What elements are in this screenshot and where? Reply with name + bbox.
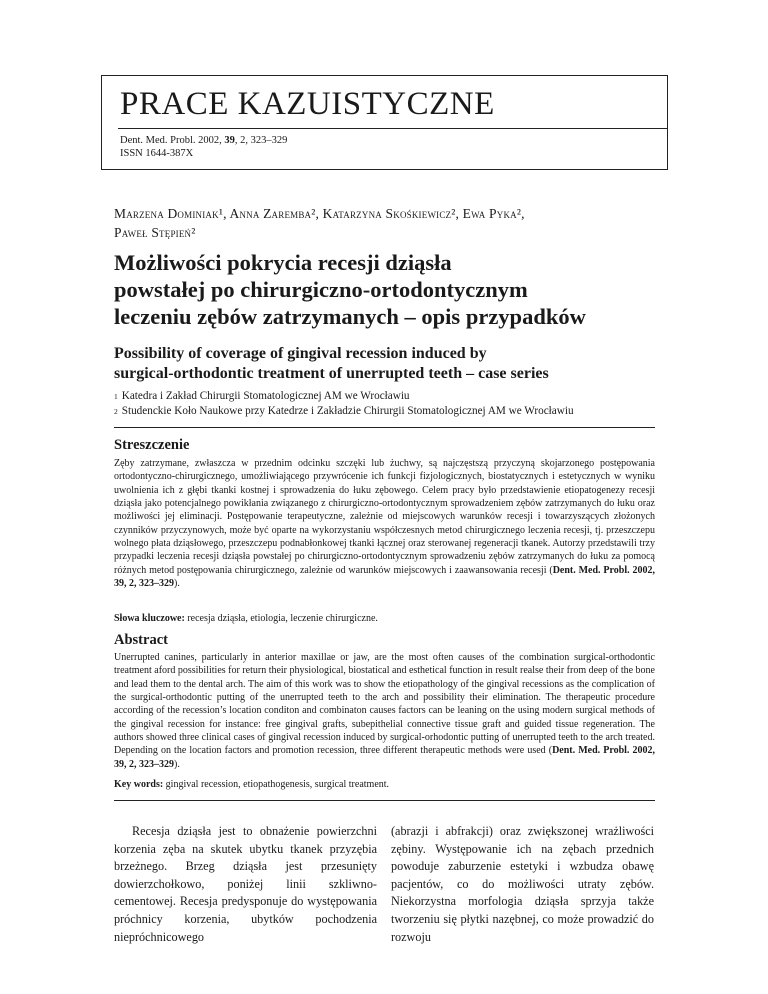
issn: ISSN 1644-387X bbox=[120, 148, 194, 159]
keywords-english-label: Key words: bbox=[114, 779, 164, 790]
streszczenie-heading: Streszczenie bbox=[114, 437, 190, 453]
section-divider bbox=[114, 427, 655, 428]
abstract-heading: Abstract bbox=[114, 632, 168, 648]
affiliation-text: Studenckie Koło Naukowe przy Katedrze i Zakładzie Chirurgii Stomatologicznej AM we Wrocławiu bbox=[121, 405, 574, 417]
journal-section-title: PRACE KAZUISTYCZNE bbox=[120, 86, 495, 122]
body-column-right: (abrazji i abfrakcji) oraz zwiększonej wrażliwości zębiny. Występowanie ich na zębach przednich powoduje zaburzenie estetyki i wzbudza obawę pacjentów, co do możliwości utraty zębów. Niekorzystna morfologia dziąsła sprzyja także tworzeniu się płytki nazębnej, co może prowadzić do rozwoju bbox=[391, 824, 654, 944]
keywords-polish-text: recesja dziąsła, etiologia, leczenie chirurgiczne. bbox=[184, 613, 378, 624]
affiliation-2 bbox=[114, 404, 674, 419]
streszczenie-text bbox=[114, 457, 655, 590]
journal-citation bbox=[120, 134, 287, 160]
citation-prefix: Dent. Med. Probl. 2002, bbox=[120, 135, 225, 146]
keywords-english-text: gingival recession, etiopathogenesis, surgical treatment. bbox=[163, 779, 390, 790]
title-english bbox=[114, 344, 674, 384]
affiliation-number: 1 bbox=[114, 392, 118, 401]
title-english-line-1: Possibility of coverage of gingival recession induced by bbox=[114, 345, 487, 362]
streszczenie-end: ). bbox=[174, 578, 180, 590]
affiliation-number: 2 bbox=[114, 407, 118, 416]
abstract-text bbox=[114, 651, 655, 771]
author-list bbox=[114, 204, 674, 242]
streszczenie-citation: Dent. Med. Probl. 2002, 39, 2, 323–329 bbox=[114, 564, 655, 590]
title-english-line-2: surgical-orthodontic treatment of unerrupted teeth – case series bbox=[114, 365, 549, 382]
streszczenie-body: Zęby zatrzymane, zwłaszcza w przednim odcinku szczęki lub żuchwy, są najczęstszą przyczyną skojarzonego postępowania ortodontyczno-chirurgicznego, umożliwiającego przywrócenie ich funkcji fizjologicznych, biostatycznych i estetycznych w wyniku uwolnienia ich z głębi tkanki kostnej i sprowadzenia do łuku zębowego. Celem pracy było przedstawienie etiopatogenezy recesji dziąsła jako potencjalnego powikłania związanego z chirurgiczno-ortodontycznym sprowadzeniem zębów zatrzymanych do łuku oraz możliwości jej eliminacji. Postępowanie terapeutyczne, zależnie od miejscowych warunków recesji i towarzyszących złożonych czynników przyczynowych, może być oparte na wykorzystaniu współczesnych metod chirurgicznego leczenia recesji, tj. przeszczepu wolnego płata dziąsłowego, przeszczepu podnabłonkowej tkanki łącznej oraz sterowanej regeneracji tkanek. Autorzy przedstawili trzy przypadki leczenia recesji dziąsła powstałej po chirurgiczno-ortodontycznym sprowadzeniu zębów zatrzymanych do łuku za pomocą różnych metod postępowania chirurgicznego, zależnie od warunków miejscowych i zaawansowania recesji ( bbox=[114, 458, 655, 576]
abstract-body: Unerrupted canines, particularly in anterior maxillae or jaw, are the most often causes of the combination surgical-orthodontic treatment aford possibilities for return their physiological, biostatical and esthetical function in result realse their from deep of the bone and lead them to the dental arch. The aim of this work was to show the etiopathology of the gingival recessions as the complication of the surgical-orthodontic putting of the unerrupted teeth to the arch and possibility their elimination. The therapeutic procedure according of the recession’s location conditon and combinaton causes factors can be leaning on the using modern surgical methods of the gingival recession for instance: free gingival grafts, subepithelial connective tissue graft and guided tissue regeneration. The authors showed three clinical cases of gingival recession induced by surgical-orhodontic putting of unerrupted teeth to the arch treated. Depending on the location factors and promotion recession, three different therapeutic methods were used ( bbox=[114, 652, 655, 757]
affiliation-1 bbox=[114, 389, 674, 404]
section-divider bbox=[114, 800, 655, 801]
keywords-polish bbox=[114, 612, 655, 625]
body-column-left: Recesja dziąsła jest to obnażenie powierzchni korzenia zęba na skutek ubytku tkanek przyzębia brzeżnego. Brzeg dziąsła jest przesunięty dowierzchołkowo, poniżej linii szkliwno-cementowej. Recesja predysponuje do występowania próchnicy korzenia, ubytków pochodzenia niepróchnicowego bbox=[114, 824, 377, 944]
abstract-citation: Dent. Med. Probl. 2002, 39, 2, 323–329 bbox=[114, 745, 655, 770]
abstract-end: ). bbox=[174, 758, 180, 770]
affiliations bbox=[114, 389, 674, 419]
title-polish-line-3: leczeniu zębów zatrzymanych – opis przypadków bbox=[114, 304, 586, 329]
title-polish-line-2: powstałej po chirurgiczno-ortodontycznym bbox=[114, 277, 528, 302]
citation-suffix: , 2, 323–329 bbox=[234, 135, 288, 146]
header-divider bbox=[118, 128, 667, 129]
citation-volume: 39 bbox=[224, 135, 235, 146]
affiliation-text: Katedra i Zakład Chirurgii Stomatologicznej AM we Wrocławiu bbox=[121, 390, 410, 402]
keywords-english bbox=[114, 778, 655, 791]
title-polish-line-1: Możliwości pokrycia recesji dziąsła bbox=[114, 250, 452, 275]
author-line-2: Paweł Stępień² bbox=[114, 225, 196, 240]
author-line-1: Marzena Dominiak¹, Anna Zaremba², Katarzyna Skośkiewicz², Ewa Pyka², bbox=[114, 206, 525, 221]
journal-header-box bbox=[101, 75, 668, 170]
title-polish bbox=[114, 249, 674, 330]
keywords-polish-label: Słowa kluczowe: bbox=[114, 613, 185, 624]
